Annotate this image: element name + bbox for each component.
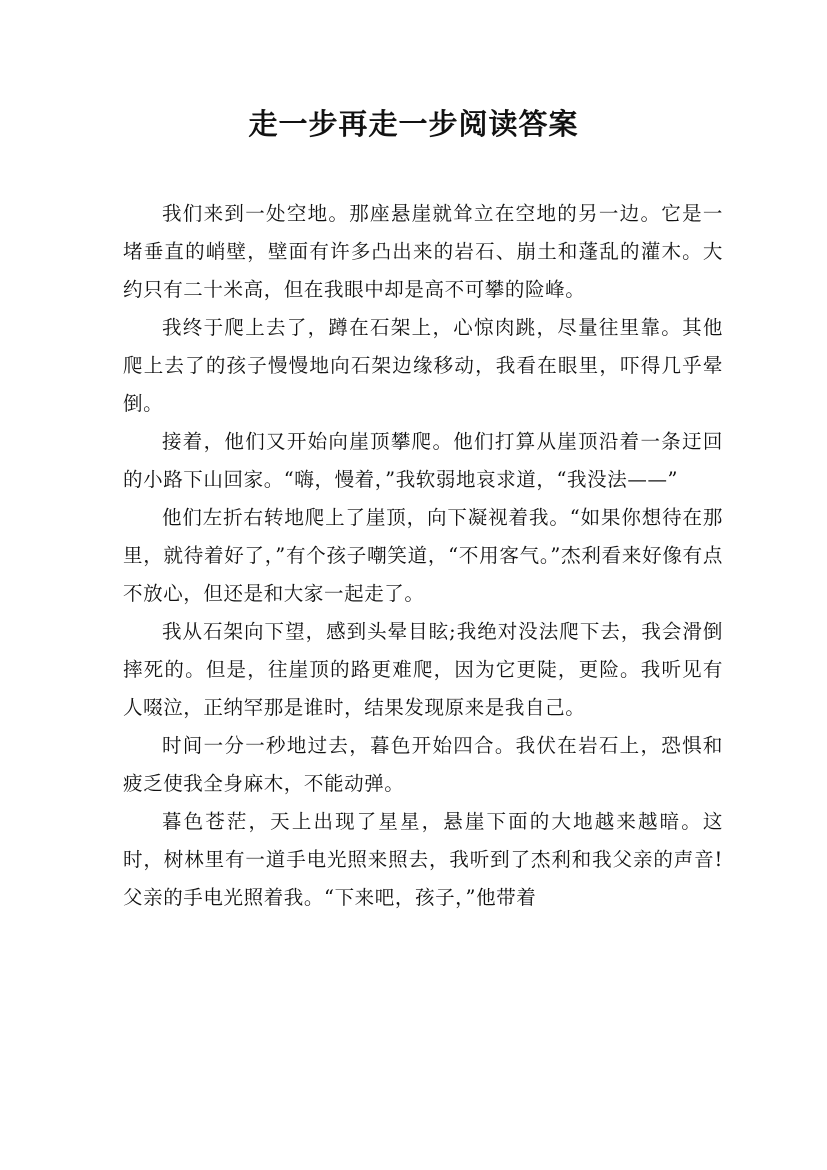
- paragraph: 时间一分一秒地过去，暮色开始四合。我伏在岩石上，恐惧和疲乏使我全身麻木，不能动弹。: [123, 734, 723, 795]
- page-title: 走一步再走一步阅读答案: [248, 107, 579, 141]
- paragraph: 接着，他们又开始向崖顶攀爬。他们打算从崖顶沿着一条迂回的小路下山回家。“嗨，慢着，”我软弱地哀求道，“我没法——”: [123, 430, 723, 491]
- paragraph: 我从石架向下望，感到头晕目眩;我绝对没法爬下去，我会滑倒摔死的。但是，往崖顶的路更难爬，因为它更陡，更险。我听见有人啜泣，正纳罕那是谁时，结果发现原来是我自己。: [123, 620, 723, 719]
- paragraph: 我终于爬上去了，蹲在石架上，心惊肉跳，尽量往里靠。其他爬上去了的孩子慢慢地向石架边缘移动，我看在眼里，吓得几乎晕倒。: [123, 316, 723, 415]
- paragraph: 我们来到一处空地。那座悬崖就耸立在空地的另一边。它是一堵垂直的峭壁，壁面有许多凸出来的岩石、崩土和蓬乱的灌木。大约只有二十米高，但在我眼中却是高不可攀的险峰。: [123, 202, 723, 301]
- paragraph: 他们左折右转地爬上了崖顶，向下凝视着我。“如果你想待在那里，就待着好了，”有个孩子嘲笑道，“不用客气。”杰利看来好像有点不放心，但还是和大家一起走了。: [123, 506, 723, 605]
- article-body: [123, 195, 723, 917]
- paragraph: 暮色苍茫，天上出现了星星，悬崖下面的大地越来越暗。这时，树林里有一道手电光照来照去，我听到了杰利和我父亲的声音!父亲的手电光照着我。“下来吧，孩子，”他带着: [123, 810, 723, 909]
